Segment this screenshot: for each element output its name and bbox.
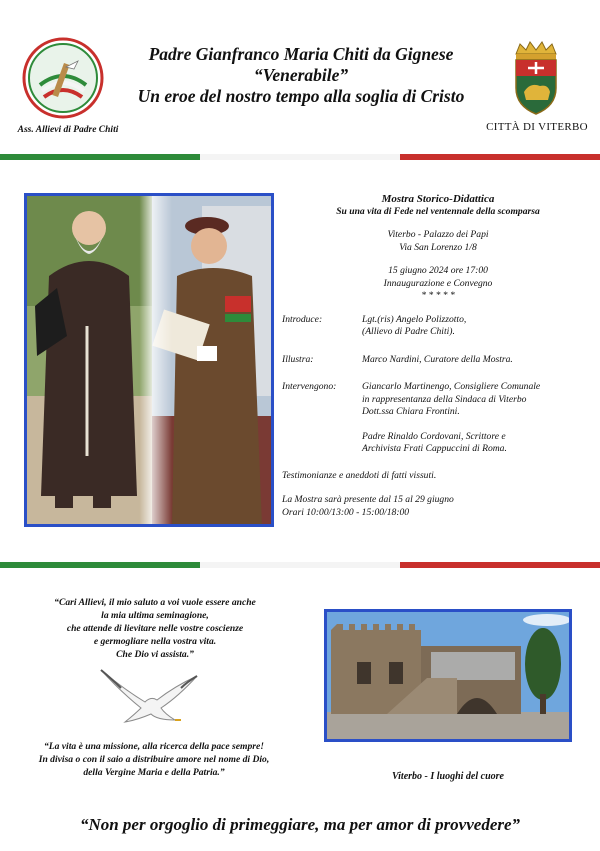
quote-2-line: “La vita è una missione, alla ricerca della pace sempre! bbox=[43, 741, 265, 752]
tricolor-divider-middle bbox=[0, 562, 600, 568]
quote-1-line: la mia ultima seminagione, bbox=[101, 610, 209, 621]
palazzo-dei-papi-photo bbox=[324, 609, 572, 742]
introduce-line-1: Lgt.(ris) Angelo Polizzotto, bbox=[362, 313, 467, 325]
speaker-1-line-1: Giancarlo Martinengo, Consigliere Comunale bbox=[362, 381, 541, 392]
exhibition-hours: Orari 10:00/13:00 - 15:00/18:00 bbox=[282, 506, 410, 518]
event-title: Mostra Storico-Didattica bbox=[381, 193, 495, 205]
introduce-line-2: (Allievo di Padre Chiti). bbox=[362, 326, 455, 337]
title-line-1: Padre Gianfranco Maria Chiti da Gignese bbox=[148, 44, 454, 64]
testimonianze: Testimonianze e aneddoti di fatti vissuti. bbox=[282, 469, 437, 481]
event-info bbox=[282, 193, 594, 519]
quote-1-line: “Cari Allievi, il mio saluto a voi vuole essere anche bbox=[54, 597, 256, 608]
intervengono-label: Intervengono: bbox=[282, 381, 337, 392]
speaker-1-line-3: Dott.ssa Chiara Frontini. bbox=[362, 406, 460, 417]
illustra-label: Illustra: bbox=[282, 353, 314, 365]
speaker-1-line-2: in rappresentanza della Sindaca di Viterbo bbox=[362, 393, 527, 405]
tricolor-divider-top bbox=[0, 154, 600, 160]
palace-illustration bbox=[327, 612, 572, 742]
seagull-icon bbox=[95, 662, 203, 732]
association-logo bbox=[22, 37, 104, 119]
quote-mission bbox=[14, 740, 294, 779]
speaker-2-line-2: Archivista Frati Cappuccini di Roma. bbox=[362, 443, 507, 454]
row-intervengono bbox=[282, 381, 594, 456]
event-opening: Innaugurazione e Convegno bbox=[383, 277, 493, 289]
introduce-label: Introduce: bbox=[282, 313, 323, 325]
motto: “Non per orgoglio di primeggiare, ma per amor di provvedere” bbox=[79, 815, 521, 834]
title-line-2: “Venerabile” bbox=[253, 65, 349, 85]
header bbox=[0, 0, 600, 150]
quote-1-line: e germogliare nella vostra vita. bbox=[93, 636, 217, 647]
speaker-2-line-1: Padre Rinaldo Cordovani, Scrittore e bbox=[362, 430, 506, 442]
portrait-photo bbox=[24, 193, 274, 527]
title-line-3: Un eroe del nostro tempo alla soglia di Cristo bbox=[137, 86, 465, 106]
portrait-illustration bbox=[27, 196, 274, 527]
quote-farewell bbox=[24, 596, 286, 661]
row-introduce bbox=[282, 314, 594, 339]
quote-1-line: Che Dio vi assista.” bbox=[116, 649, 194, 660]
row-illustra bbox=[282, 354, 594, 367]
event-stars: * * * * * bbox=[421, 290, 455, 301]
quote-2-line: In divisa o con il saio a distribuire amore nel nome di Dio, bbox=[38, 754, 270, 765]
page-title bbox=[112, 44, 490, 107]
event-date: 15 giugno 2024 ore 17:00 bbox=[388, 265, 488, 276]
palace-caption: Viterbo - I luoghi del cuore bbox=[392, 771, 504, 782]
quote-1-line: che attende di lievitare nelle vostre coscienze bbox=[66, 623, 244, 634]
association-caption: Ass. Allievi di Padre Chiti bbox=[17, 125, 119, 135]
illustra-value: Marco Nardini, Curatore della Mostra. bbox=[362, 353, 513, 365]
event-subtitle: Su una vita di Fede nel ventennale della scomparsa bbox=[336, 205, 540, 217]
event-place-1: Viterbo - Palazzo dei Papi bbox=[387, 229, 489, 240]
city-name: CITTÀ DI VITERBO bbox=[486, 121, 588, 133]
viterbo-crest bbox=[510, 40, 562, 116]
quote-2-line: della Vergine Maria e della Patria.” bbox=[83, 767, 225, 778]
exhibition-dates: La Mostra sarà presente dal 15 al 29 giugno bbox=[282, 494, 454, 505]
event-place-2: Via San Lorenzo 1/8 bbox=[399, 241, 477, 253]
